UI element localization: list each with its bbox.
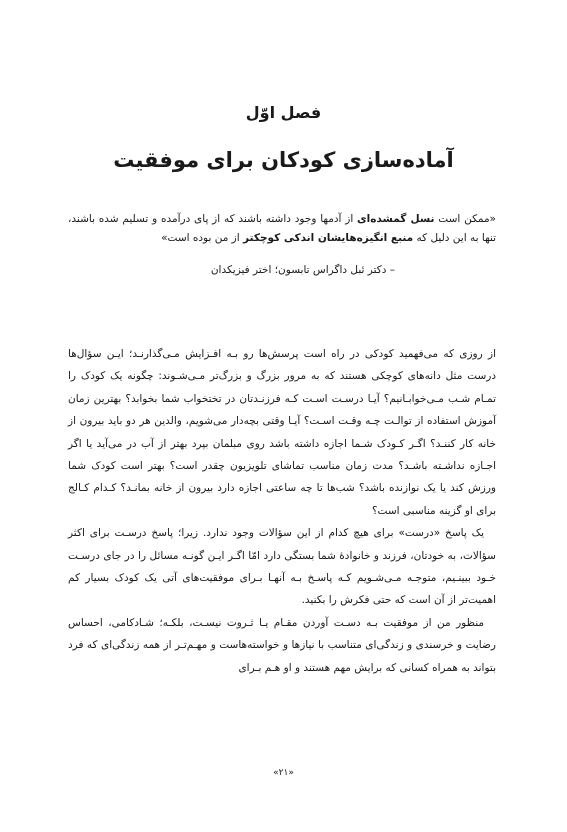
quote-bold-phrase: منبع انگیزه‌هایشان اندکی کوچکتر [243,232,414,244]
paragraph: منظور من از موفقیت بـه دسـت آوردن مقـام یـا ثـروت نیسـت، بلکـه؛ شـادکامی، احساس رضایت و خرسندی و زندگی‌ای متناسب با نیازها و خواسته‌هاست و مهـم‌تـر از همه زندگی‌ای که فرد بتواند به همراه کسانی که برایش مهم هستند و او هـم بـرای [68,616,496,674]
quote-bold-phrase: نسل گمشده‌ای [357,213,435,225]
body-text [68,343,496,679]
epigraph-quote [68,210,496,248]
quote-text: از من بوده است» [161,232,244,244]
chapter-heading: فصل اوّل [245,103,322,122]
quote-text: «ممکن است [434,213,496,225]
chapter-title: آماده‌سازی کودکان برای موفقیت [113,148,454,172]
paragraph: از روزی که می‌فهمید کودکی در راه است پرسش‌ها رو بـه افـزایش مـی‌گذارنـد؛ ایـن سؤال‌ها درست مثل دانه‌های کوچکی هستند که به مرور بزرگ و بزرگ‌تر مـی‌شـوند: چگونه یک کودک را تمـام شـب مـی‌خوابـانیم؟ آیـا درسـت اسـت کـه فرزنـدتان در تختخواب شما بخوابد؟ بهترین زمان آموزش استفاده از توالـت چـه وقـت اسـت؟ آیـا وقتی بچه‌دار می‌شویم، والدین هر دو باید بیرون از خانه کار کننـد؟ اگـر کـودک شـما اجازه داشته باشد روی مبلمان بپرد بهتر از آب در می‌آید یا اگر اجـازه نداشـته باشـد؟ مدت زمان مناسب تماشای تلویزیون چقدر است؟ بهتر است کودک شما ورزش کند یا یک نوازنده باشد؟ شب‌ها تا چه ساعتی اجازه دارد بیرون از خانه بمانـد؟ کـدام کـالج برای او گزینه مناسبی است؟ [68,348,496,517]
paragraph: یک پاسخ «درست» برای هیچ کدام از این سؤالات وجود ندارد. زیرا؛ پاسخ درسـت برای اکثر سؤالات، به خودتان، فرزند و خانوادهٔ شما بستگی دارد امّا اگـر ایـن گونـه مسائل را در جای درسـت خـود ببینـیم، متوجـه مـی‌شـویم کـه پاسـخ بـه آنهـا بـرای موفقیت‌های آتی یک کودک بسیار کم اهمیت‌تر از آن است که حتی فکرش را بکنید. [68,527,496,607]
quote-attribution: – دکتر ئبل داگراس تابسون؛ اختر فیزیکدان [210,264,395,276]
quote-text: از آدمها وجود داشته باشند که از پای درآمده و تسلیم شده باشند، تنها به این دلیل که [68,213,496,244]
page-number: «۲۱» [273,768,294,778]
